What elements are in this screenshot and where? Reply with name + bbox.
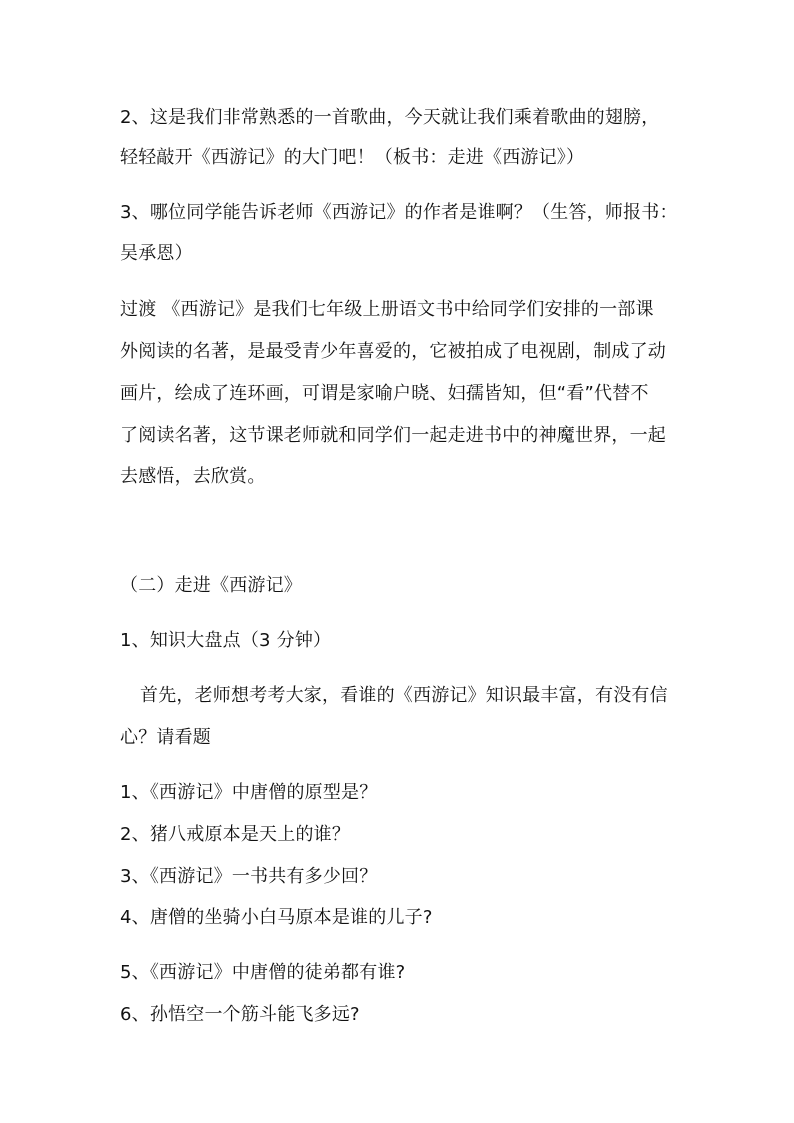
text-line: 外阅读的名著，是最受青少年喜爱的，它被拍成了电视剧，制成了动: [120, 341, 666, 362]
question-item: 5、《西游记》中唐僧的徒弟都有谁?: [120, 962, 406, 983]
question-item: 6、孙悟空一个筋斗能飞多远?: [120, 1004, 360, 1025]
text-line: 首先，老师想考考大家，看谁的《西游记》知识最丰富，有没有信: [140, 685, 668, 706]
subsection-heading: 1、知识大盘点（3 分钟）: [120, 630, 332, 651]
question-item: 2、猪八戒原本是天上的谁？: [120, 824, 351, 845]
question-item: 1、《西游记》中唐僧的原型是？: [120, 782, 378, 803]
text-line: 心？请看题: [120, 727, 211, 748]
text-line: 吴承恩）: [120, 243, 193, 264]
text-line: 去感悟，去欣赏。: [120, 466, 266, 487]
section-heading: （二）走进《西游记》: [120, 575, 302, 596]
question-item: 4、唐僧的坐骑小白马原本是谁的儿子?: [120, 907, 433, 928]
text-line: 2、这是我们非常熟悉的一首歌曲，今天就让我们乘着歌曲的翅膀，: [120, 107, 660, 128]
question-item: 3、《西游记》一书共有多少回？: [120, 866, 378, 887]
text-line: 轻轻敲开《西游记》的大门吧！（板书：走进《西游记》）: [120, 147, 585, 168]
text-line: 了阅读名著，这节课老师就和同学们一起走进书中的神魔世界，一起: [120, 425, 666, 446]
text-line: 3、哪位同学能告诉老师《西游记》的作者是谁啊？（生答，师报书：: [120, 202, 678, 223]
text-line: 过渡 《西游记》是我们七年级上册语文书中给同学们安排的一部课: [120, 299, 654, 320]
text-line: 画片，绘成了连环画，可谓是家喻户晓、妇孺皆知，但“看”代替不: [120, 383, 649, 404]
